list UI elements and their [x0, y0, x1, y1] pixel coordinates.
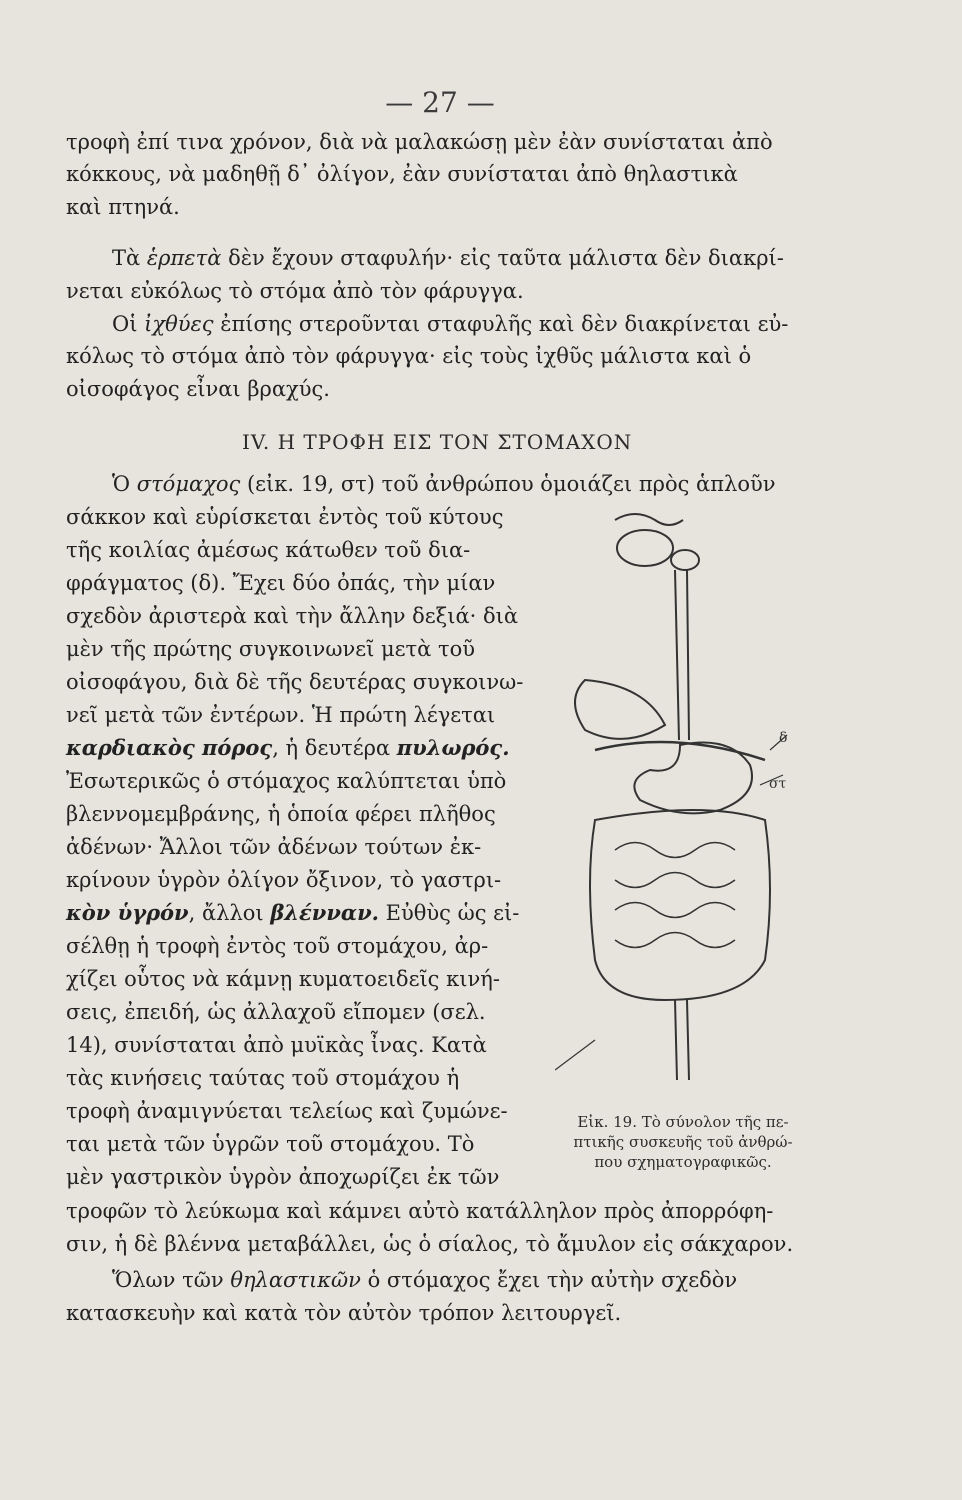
pharynx-shape	[617, 530, 673, 566]
term-reptiles: ἑρπετὰ	[146, 246, 222, 270]
text-line: οἰσοφάγου, διὰ δὲ τῆς δευτέρας συγκοινω-	[66, 670, 524, 694]
text-line: κόκκους, νὰ μαδηθῇ δ᾽ ὀλίγον, ἐὰν συνίσταται ἀπὸ θηλαστικὰ	[66, 162, 738, 186]
text-line: σάκκον καὶ εὑρίσκεται ἐντὸς τοῦ κύτους	[66, 505, 504, 529]
section-heading: IV. Η ΤΡΟΦΗ ΕΙΣ ΤΟΝ ΣΤΟΜΑΧΟΝ	[242, 430, 633, 454]
gland-shape	[671, 550, 699, 570]
caption-line: Εἰκ. 19. Τὸ σύνολον τῆς πε-	[577, 1113, 789, 1131]
rectum-line	[675, 1000, 689, 1080]
digestive-system-figure	[555, 500, 800, 1110]
text-fragment: , ἄλλοι	[188, 901, 264, 925]
term-pylorus: πυλωρός.	[396, 735, 510, 760]
caption-line: πτικῆς συσκευῆς τοῦ ἀνθρώ-	[573, 1133, 793, 1151]
text-fragment: ἔχουν σταφυλήν· εἰς ταῦτα μάλιστα δὲν διακρί-	[271, 246, 784, 270]
text-line: χίζει οὗτος νὰ κάμνῃ κυματοειδεῖς κινή-	[66, 967, 500, 991]
stomach-shape	[634, 743, 752, 814]
text-line: νεται εὐκόλως τὸ στόμα ἀπὸ τὸν φάρυγγα.	[66, 279, 524, 303]
text-line: ται μετὰ τῶν ὑγρῶν τοῦ στομάχου. Τὸ	[66, 1132, 475, 1156]
text-line: σχεδὸν ἀριστερὰ καὶ τὴν ἄλλην δεξιά· διὰ	[66, 604, 519, 628]
pointer-line	[555, 1040, 595, 1070]
term-cardiac-orifice: καρδιακὸς πόρος	[66, 735, 273, 760]
text-line: τροφῶν τὸ λεύκωμα καὶ κάμνει αὐτὸ κατάλληλον πρὸς ἀπορρόφη-	[66, 1199, 774, 1223]
figure-caption	[523, 1112, 843, 1172]
text-line	[66, 734, 510, 762]
term-fish: ἰχθύες	[144, 312, 214, 336]
text-fragment: δὲν	[228, 246, 265, 270]
term-mucus: βλένναν.	[270, 900, 379, 925]
text-line: σιν, ἡ δὲ βλέννα μεταβάλλει, ὡς ὁ σίαλος, τὸ ἄμυλον εἰς σάκχαρον.	[66, 1232, 794, 1256]
esophagus-line	[675, 570, 679, 740]
text-line	[112, 310, 788, 338]
text-line: μὲν τῆς πρώτης συγκοινωνεῖ μετὰ τοῦ	[66, 637, 476, 661]
text-line: φράγματος (δ). Ἔχει δύο ὀπάς, τὴν μίαν	[66, 571, 496, 595]
label-stomach: στ	[769, 776, 787, 792]
text-fragment: Ὁ	[112, 472, 131, 496]
term-stomach: στόμαχος	[136, 472, 241, 496]
esophagus-line	[687, 570, 689, 740]
text-line: ἀδένων· Ἄλλοι τῶν ἀδένων τούτων ἐκ-	[66, 835, 482, 859]
text-line: κρίνουν ὑγρὸν ὀλίγον ὄξινον, τὸ γαστρι-	[66, 868, 502, 892]
text-fragment: Εὐθὺς ὡς εἰ-	[385, 901, 520, 925]
text-line: μὲν γαστρικὸν ὑγρὸν ἀποχωρίζει ἐκ τῶν	[66, 1165, 500, 1189]
text-line: σεις, ἐπειδή, ὡς ἀλλαχοῦ εἴπομεν (σελ.	[66, 1000, 486, 1024]
text-line: 14), συνίσταται ἀπὸ μυϊκὰς ἶνας. Κατὰ	[66, 1033, 487, 1057]
label-diaphragm: δ	[779, 730, 788, 746]
text-fragment: ὁ στόμαχος ἔχει τὴν αὐτὴν σχεδὸν	[367, 1268, 738, 1292]
text-line: τῆς κοιλίας ἀμέσως κάτωθεν τοῦ δια-	[66, 538, 471, 562]
text-line: τροφὴ ἀναμιγνύεται τελείως καὶ ζυμώνε-	[66, 1099, 508, 1123]
term-mammals: θηλαστικῶν	[230, 1268, 361, 1292]
text-fragment: ἐπίσης στεροῦνται σταφυλῆς καὶ δὲν διακρίνεται εὐ-	[220, 312, 789, 336]
text-line: νεῖ μετὰ τῶν ἐντέρων. Ἡ πρώτη λέγεται	[66, 703, 496, 727]
text-line: σέλθῃ ἡ τροφὴ ἐντὸς τοῦ στομάχου, ἀρ-	[66, 934, 489, 958]
text-line	[112, 244, 784, 272]
text-line	[66, 899, 519, 927]
text-line	[112, 470, 776, 498]
text-line: κόλως τὸ στόμα ἀπὸ τὸν φάρυγγα· εἰς τοὺς ἰχθῦς μάλιστα καὶ ὁ	[66, 344, 752, 368]
text-line: τροφὴ ἐπί τινα χρόνον, διὰ νὰ μαλακώσῃ μὲν ἐὰν συνίσταται ἀπὸ	[66, 130, 773, 154]
small-intestine-coils	[615, 843, 735, 948]
text-line: βλεννομεμβράνης, ἡ ὁποία φέρει πλῆθος	[66, 802, 496, 826]
liver-shape	[575, 680, 665, 739]
text-line: καὶ πτηνά.	[66, 195, 180, 219]
mouth-outline	[615, 514, 683, 525]
term-gastric-juice: κὸν ὑγρόν	[66, 900, 189, 925]
text-line: Ἐσωτερικῶς ὁ στόμαχος καλύπτεται ὑπὸ	[66, 769, 507, 793]
text-fragment: Ὅλων τῶν	[112, 1268, 224, 1292]
text-fragment: , ἡ δευτέρα	[272, 736, 391, 760]
text-line: τὰς κινήσεις ταύτας τοῦ στομάχου ἡ	[66, 1066, 460, 1090]
text-line: κατασκευὴν καὶ κατὰ τὸν αὐτὸν τρόπον λειτουργεῖ.	[66, 1301, 622, 1325]
text-fragment: Οἱ	[112, 312, 138, 336]
caption-line: που σχηματογραφικῶς.	[594, 1153, 772, 1171]
text-line	[112, 1266, 737, 1294]
large-intestine-shape	[590, 810, 770, 1000]
page-number: — 27 —	[385, 86, 495, 119]
text-line: οἰσοφάγος εἶναι βραχύς.	[66, 377, 330, 401]
text-fragment: (εἰκ. 19, στ) τοῦ ἀνθρώπου ὁμοιάζει πρὸς ἁπλοῦν	[246, 472, 776, 496]
text-fragment: Τὰ	[112, 246, 141, 270]
